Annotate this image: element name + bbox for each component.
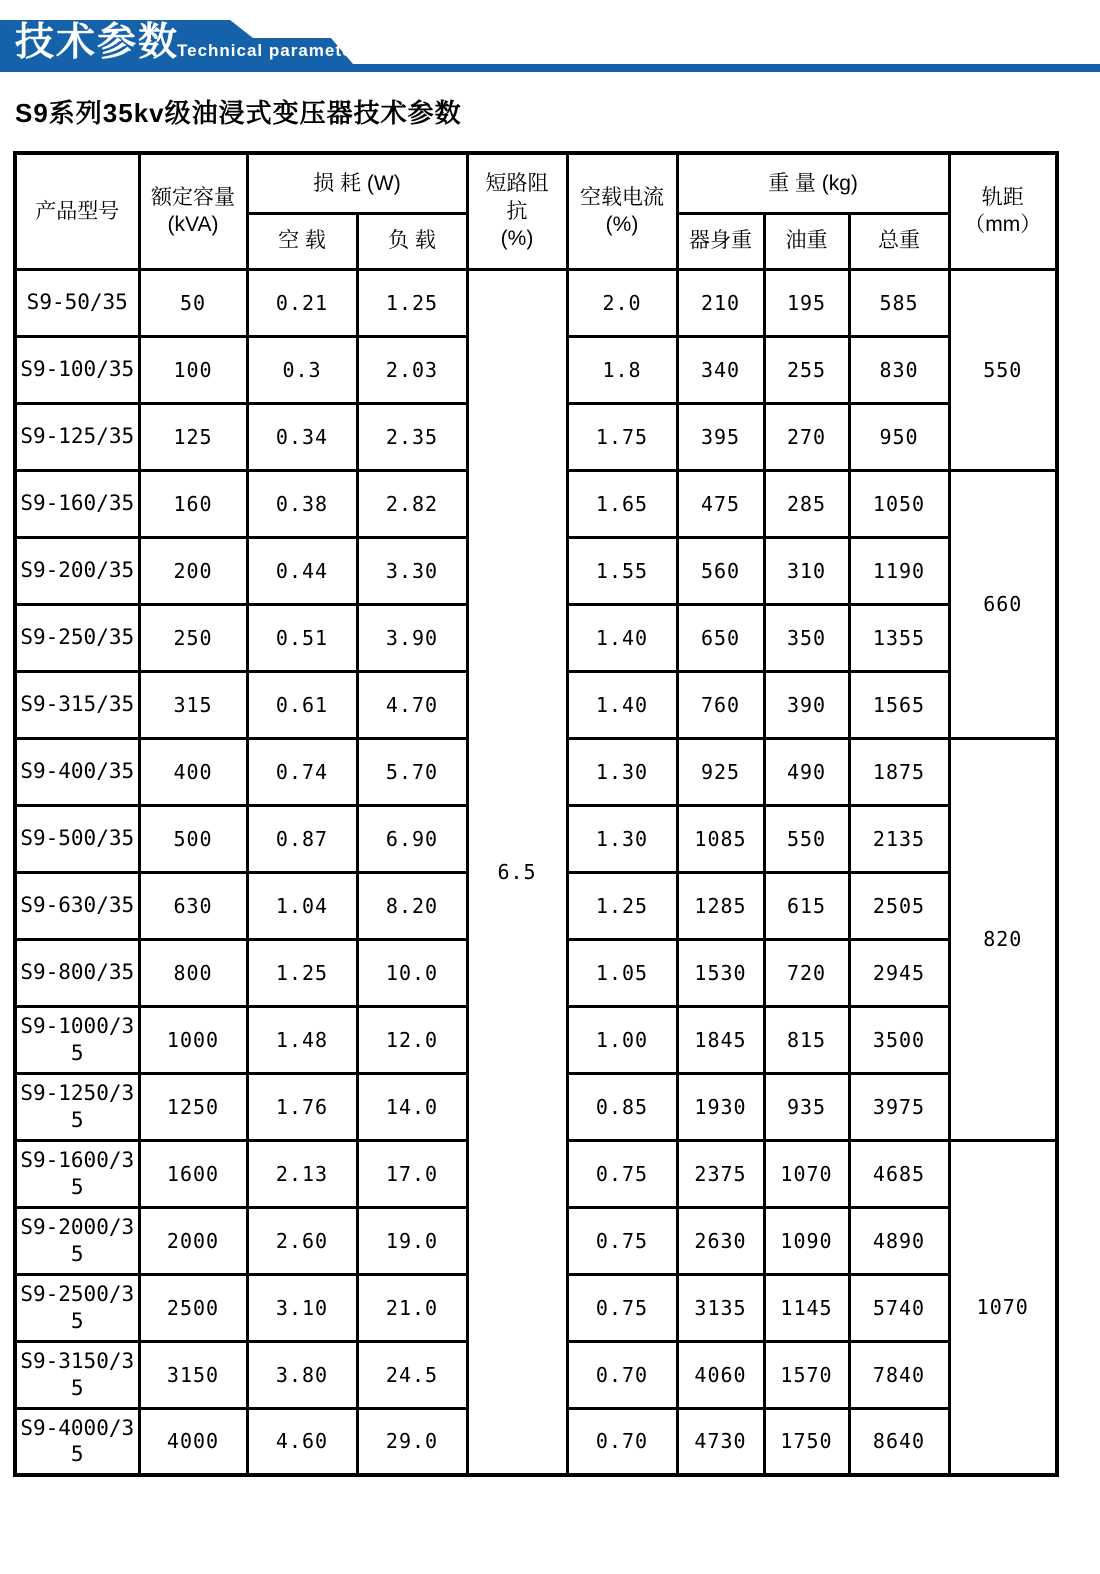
header-gauge: 轨距 （mm） <box>949 153 1057 269</box>
cell-no-load-current: 2.0 <box>567 269 677 336</box>
cell-no-load-current: 0.75 <box>567 1207 677 1274</box>
cell-model: S9-4000/35 <box>15 1408 139 1475</box>
page-title: S9系列35kv级油浸式变压器技术参数 <box>15 98 462 128</box>
cell-no-load-current: 0.75 <box>567 1140 677 1207</box>
cell-no-load-loss: 0.74 <box>247 738 357 805</box>
cell-no-load-loss: 4.60 <box>247 1408 357 1475</box>
cell-total-weight: 1355 <box>849 604 949 671</box>
cell-oil-weight: 1750 <box>764 1408 849 1475</box>
cell-no-load-current: 1.25 <box>567 872 677 939</box>
cell-oil-weight: 390 <box>764 671 849 738</box>
cell-model: S9-2000/35 <box>15 1207 139 1274</box>
cell-load-loss: 2.82 <box>357 470 467 537</box>
cell-model: S9-160/35 <box>15 470 139 537</box>
header-oil-weight: 油重 <box>764 213 849 269</box>
cell-load-loss: 4.70 <box>357 671 467 738</box>
cell-total-weight: 8640 <box>849 1408 949 1475</box>
cell-capacity: 1600 <box>139 1140 247 1207</box>
cell-no-load-current: 1.05 <box>567 939 677 1006</box>
header-load-loss: 负 载 <box>357 213 467 269</box>
cell-gauge: 660 <box>949 470 1057 738</box>
cell-oil-weight: 720 <box>764 939 849 1006</box>
cell-total-weight: 1875 <box>849 738 949 805</box>
cell-total-weight: 2505 <box>849 872 949 939</box>
cell-no-load-current: 1.30 <box>567 738 677 805</box>
cell-capacity: 400 <box>139 738 247 805</box>
cell-gauge: 550 <box>949 269 1057 470</box>
cell-body-weight: 475 <box>677 470 764 537</box>
cell-capacity: 500 <box>139 805 247 872</box>
cell-no-load-current: 0.70 <box>567 1408 677 1475</box>
banner <box>0 0 1100 76</box>
cell-oil-weight: 615 <box>764 872 849 939</box>
header-body-weight: 器身重 <box>677 213 764 269</box>
cell-load-loss: 3.30 <box>357 537 467 604</box>
spec-table <box>13 151 1059 1477</box>
cell-total-weight: 7840 <box>849 1341 949 1408</box>
cell-oil-weight: 1145 <box>764 1274 849 1341</box>
cell-total-weight: 1050 <box>849 470 949 537</box>
cell-model: S9-3150/35 <box>15 1341 139 1408</box>
cell-oil-weight: 1570 <box>764 1341 849 1408</box>
cell-capacity: 200 <box>139 537 247 604</box>
cell-model: S9-250/35 <box>15 604 139 671</box>
cell-model: S9-1250/35 <box>15 1073 139 1140</box>
cell-model: S9-400/35 <box>15 738 139 805</box>
cell-model: S9-125/35 <box>15 403 139 470</box>
cell-capacity: 1000 <box>139 1006 247 1073</box>
cell-oil-weight: 815 <box>764 1006 849 1073</box>
cell-total-weight: 5740 <box>849 1274 949 1341</box>
cell-no-load-loss: 0.87 <box>247 805 357 872</box>
cell-load-loss: 1.25 <box>357 269 467 336</box>
cell-no-load-current: 1.55 <box>567 537 677 604</box>
cell-load-loss: 6.90 <box>357 805 467 872</box>
cell-no-load-loss: 0.44 <box>247 537 357 604</box>
cell-total-weight: 2945 <box>849 939 949 1006</box>
cell-total-weight: 585 <box>849 269 949 336</box>
cell-no-load-current: 1.75 <box>567 403 677 470</box>
cell-oil-weight: 285 <box>764 470 849 537</box>
cell-no-load-current: 1.00 <box>567 1006 677 1073</box>
cell-model: S9-630/35 <box>15 872 139 939</box>
cell-total-weight: 3975 <box>849 1073 949 1140</box>
cell-load-loss: 10.0 <box>357 939 467 1006</box>
cell-capacity: 50 <box>139 269 247 336</box>
header-weight: 重 量 (kg) <box>677 153 949 213</box>
cell-load-loss: 19.0 <box>357 1207 467 1274</box>
cell-load-loss: 2.03 <box>357 336 467 403</box>
cell-short-circuit-impedance: 6.5 <box>467 269 567 1475</box>
cell-load-loss: 29.0 <box>357 1408 467 1475</box>
table-body <box>15 269 1057 1475</box>
header-rated-capacity: 额定容量 (kVA) <box>139 153 247 269</box>
cell-model: S9-800/35 <box>15 939 139 1006</box>
cell-body-weight: 210 <box>677 269 764 336</box>
header-total-weight: 总重 <box>849 213 949 269</box>
cell-oil-weight: 1090 <box>764 1207 849 1274</box>
cell-capacity: 125 <box>139 403 247 470</box>
table-header <box>15 153 1057 269</box>
cell-load-loss: 21.0 <box>357 1274 467 1341</box>
banner-title: 技术参数 <box>15 21 180 64</box>
cell-model: S9-315/35 <box>15 671 139 738</box>
cell-model: S9-1600/35 <box>15 1140 139 1207</box>
cell-total-weight: 950 <box>849 403 949 470</box>
cell-capacity: 1250 <box>139 1073 247 1140</box>
cell-total-weight: 4890 <box>849 1207 949 1274</box>
cell-body-weight: 4730 <box>677 1408 764 1475</box>
cell-capacity: 100 <box>139 336 247 403</box>
cell-no-load-current: 1.40 <box>567 604 677 671</box>
cell-model: S9-200/35 <box>15 537 139 604</box>
cell-no-load-loss: 0.38 <box>247 470 357 537</box>
cell-body-weight: 760 <box>677 671 764 738</box>
cell-no-load-loss: 0.51 <box>247 604 357 671</box>
header-no-load-current: 空载电流 (%) <box>567 153 677 269</box>
cell-capacity: 3150 <box>139 1341 247 1408</box>
cell-no-load-loss: 0.34 <box>247 403 357 470</box>
cell-load-loss: 3.90 <box>357 604 467 671</box>
cell-capacity: 315 <box>139 671 247 738</box>
cell-oil-weight: 490 <box>764 738 849 805</box>
cell-oil-weight: 1070 <box>764 1140 849 1207</box>
cell-no-load-loss: 2.13 <box>247 1140 357 1207</box>
cell-no-load-loss: 3.80 <box>247 1341 357 1408</box>
banner-subtitle: Technical parameter <box>177 41 361 60</box>
cell-oil-weight: 935 <box>764 1073 849 1140</box>
header-loss: 损 耗 (W) <box>247 153 467 213</box>
cell-total-weight: 1565 <box>849 671 949 738</box>
cell-no-load-current: 1.30 <box>567 805 677 872</box>
header-product-model: 产品型号 <box>15 153 139 269</box>
cell-no-load-current: 0.75 <box>567 1274 677 1341</box>
cell-load-loss: 5.70 <box>357 738 467 805</box>
cell-total-weight: 1190 <box>849 537 949 604</box>
cell-capacity: 2000 <box>139 1207 247 1274</box>
cell-oil-weight: 350 <box>764 604 849 671</box>
cell-body-weight: 560 <box>677 537 764 604</box>
cell-body-weight: 395 <box>677 403 764 470</box>
cell-body-weight: 1530 <box>677 939 764 1006</box>
cell-oil-weight: 255 <box>764 336 849 403</box>
cell-oil-weight: 310 <box>764 537 849 604</box>
cell-model: S9-500/35 <box>15 805 139 872</box>
cell-capacity: 800 <box>139 939 247 1006</box>
cell-body-weight: 650 <box>677 604 764 671</box>
cell-load-loss: 14.0 <box>357 1073 467 1140</box>
cell-total-weight: 3500 <box>849 1006 949 1073</box>
cell-no-load-current: 0.70 <box>567 1341 677 1408</box>
cell-capacity: 2500 <box>139 1274 247 1341</box>
cell-no-load-loss: 0.3 <box>247 336 357 403</box>
cell-load-loss: 12.0 <box>357 1006 467 1073</box>
cell-model: S9-1000/35 <box>15 1006 139 1073</box>
cell-no-load-loss: 0.61 <box>247 671 357 738</box>
table-row <box>15 269 1057 336</box>
cell-oil-weight: 550 <box>764 805 849 872</box>
cell-body-weight: 925 <box>677 738 764 805</box>
cell-body-weight: 2375 <box>677 1140 764 1207</box>
cell-no-load-loss: 1.04 <box>247 872 357 939</box>
cell-total-weight: 830 <box>849 336 949 403</box>
cell-capacity: 4000 <box>139 1408 247 1475</box>
cell-no-load-loss: 1.25 <box>247 939 357 1006</box>
cell-gauge: 820 <box>949 738 1057 1140</box>
cell-load-loss: 17.0 <box>357 1140 467 1207</box>
cell-no-load-current: 1.8 <box>567 336 677 403</box>
cell-body-weight: 340 <box>677 336 764 403</box>
cell-oil-weight: 195 <box>764 269 849 336</box>
cell-body-weight: 1285 <box>677 872 764 939</box>
cell-gauge: 1070 <box>949 1140 1057 1475</box>
cell-body-weight: 1085 <box>677 805 764 872</box>
cell-body-weight: 3135 <box>677 1274 764 1341</box>
cell-no-load-current: 1.40 <box>567 671 677 738</box>
cell-oil-weight: 270 <box>764 403 849 470</box>
cell-body-weight: 2630 <box>677 1207 764 1274</box>
cell-capacity: 630 <box>139 872 247 939</box>
header-short-circuit-impedance: 短路阻 抗 (%) <box>467 153 567 269</box>
cell-no-load-loss: 1.48 <box>247 1006 357 1073</box>
cell-load-loss: 24.5 <box>357 1341 467 1408</box>
cell-no-load-loss: 3.10 <box>247 1274 357 1341</box>
cell-no-load-loss: 1.76 <box>247 1073 357 1140</box>
cell-body-weight: 4060 <box>677 1341 764 1408</box>
header-no-load-loss: 空 载 <box>247 213 357 269</box>
cell-model: S9-100/35 <box>15 336 139 403</box>
cell-body-weight: 1845 <box>677 1006 764 1073</box>
cell-total-weight: 2135 <box>849 805 949 872</box>
cell-load-loss: 2.35 <box>357 403 467 470</box>
cell-body-weight: 1930 <box>677 1073 764 1140</box>
cell-model: S9-50/35 <box>15 269 139 336</box>
cell-no-load-current: 0.85 <box>567 1073 677 1140</box>
cell-capacity: 160 <box>139 470 247 537</box>
cell-total-weight: 4685 <box>849 1140 949 1207</box>
cell-capacity: 250 <box>139 604 247 671</box>
cell-no-load-current: 1.65 <box>567 470 677 537</box>
cell-load-loss: 8.20 <box>357 872 467 939</box>
cell-no-load-loss: 2.60 <box>247 1207 357 1274</box>
cell-no-load-loss: 0.21 <box>247 269 357 336</box>
cell-model: S9-2500/35 <box>15 1274 139 1341</box>
